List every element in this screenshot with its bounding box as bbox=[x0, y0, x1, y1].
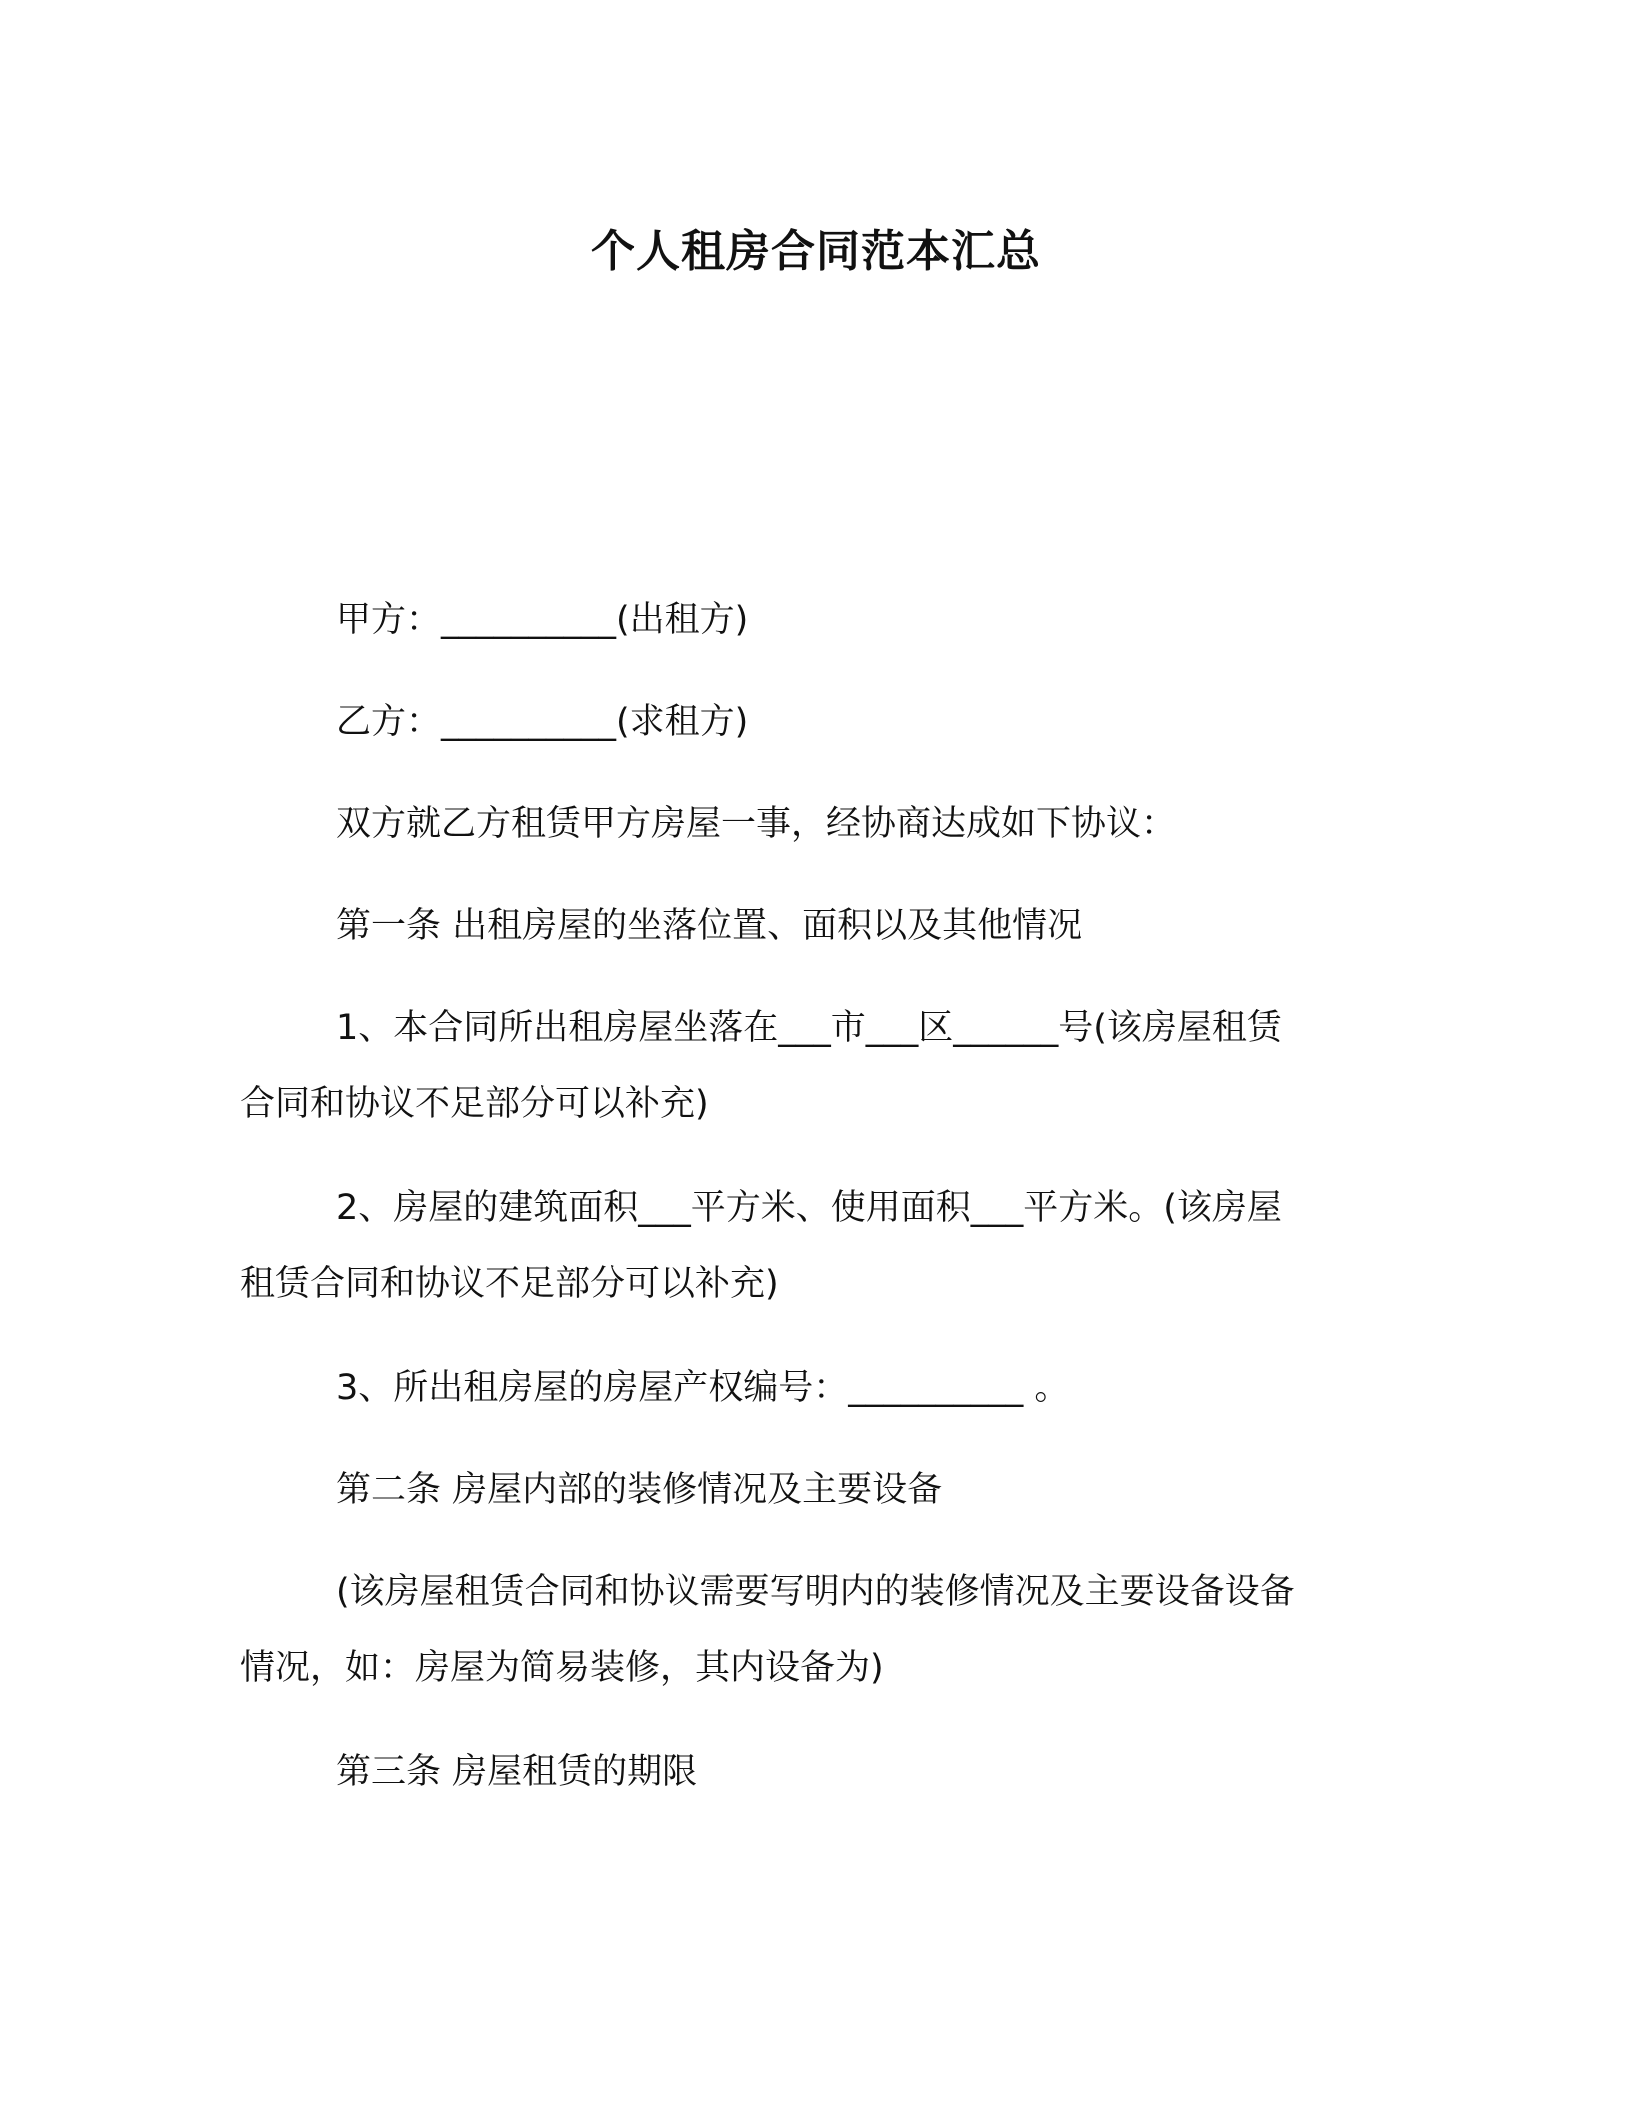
article-2-note-line1: (该房屋租赁合同和协议需要写明内的装修情况及主要设备设备 bbox=[336, 1572, 1295, 1612]
clause-1-1-line2: 合同和协议不足部分可以补充) bbox=[240, 1084, 709, 1124]
intro-paragraph: 双方就乙方租赁甲方房屋一事，经协商达成如下协议： bbox=[336, 804, 1177, 844]
party-a-line: 甲方：__________(出租方) bbox=[336, 600, 749, 640]
article-2-note-line2: 情况，如：房屋为简易装修，其内设备为) bbox=[240, 1648, 884, 1688]
article-1-heading: 第一条 出租房屋的坐落位置、面积以及其他情况 bbox=[336, 906, 1083, 946]
clause-1-2 bbox=[240, 1170, 1370, 1322]
article-3-heading: 第三条 房屋租赁的期限 bbox=[336, 1752, 698, 1792]
clause-1-1-line1: 1、本合同所出租房屋坐落在___市___区______号(该房屋租赁 bbox=[336, 1008, 1282, 1048]
article-2-heading: 第二条 房屋内部的装修情况及主要设备 bbox=[336, 1470, 943, 1510]
clause-1-1 bbox=[240, 990, 1370, 1142]
clause-1-2-line2: 租赁合同和协议不足部分可以补充) bbox=[240, 1264, 779, 1304]
document-title: 个人租房合同范本汇总 bbox=[591, 226, 1041, 277]
clause-1-2-line1: 2、房屋的建筑面积___平方米、使用面积___平方米。(该房屋 bbox=[336, 1188, 1282, 1228]
party-b-line: 乙方：__________(求租方) bbox=[336, 702, 749, 742]
clause-1-3: 3、所出租房屋的房屋产权编号：__________ 。 bbox=[336, 1368, 1070, 1408]
article-2-note bbox=[240, 1554, 1370, 1706]
